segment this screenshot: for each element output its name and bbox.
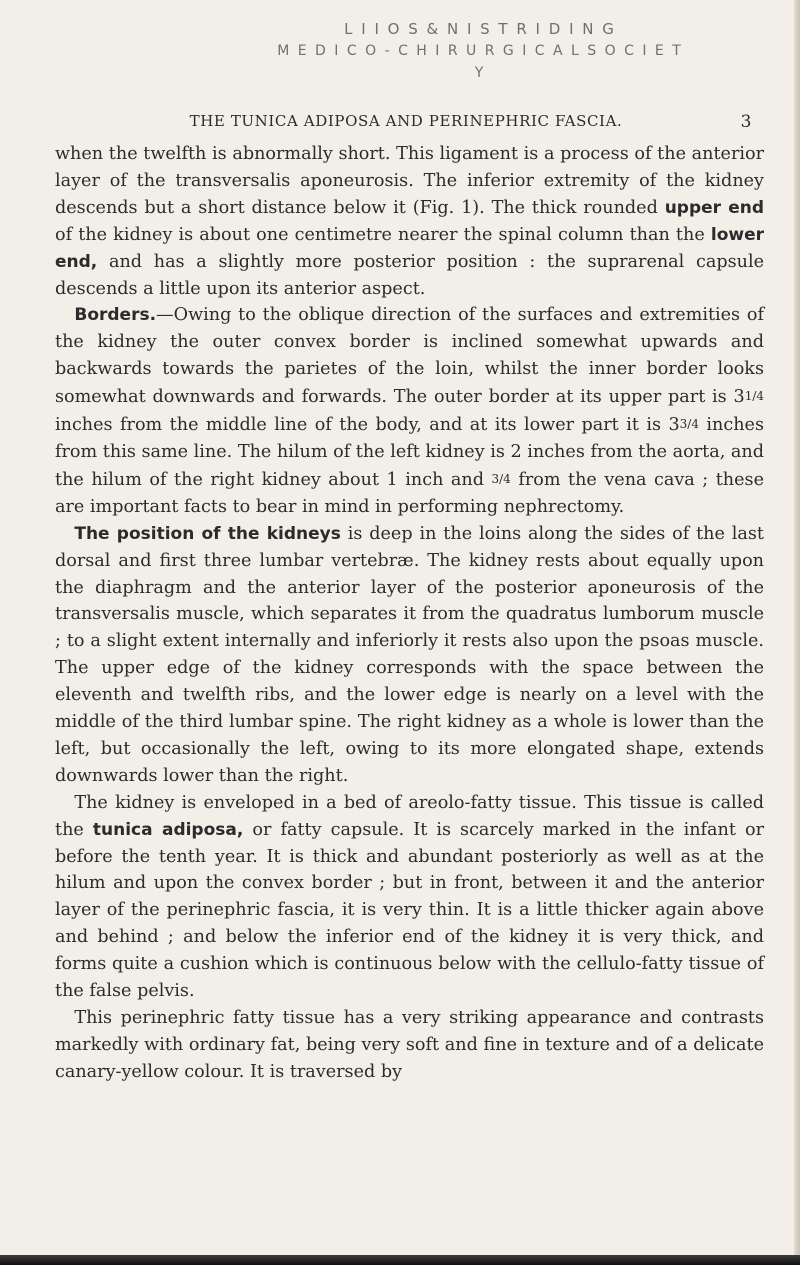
- library-stamp: [270, 18, 690, 84]
- bold-term: tunica adiposa,: [92, 819, 244, 840]
- text-run: of the kidney is about one centimetre nearer the spinal column than the: [55, 224, 711, 245]
- paragraph-p5: [55, 1005, 764, 1086]
- fraction: 3/4: [491, 471, 511, 486]
- text-run: This perinephric fatty tissue has a very striking appearance and contrasts markedly with ordinary fat, being very soft and fine in texture and of a delicate canary-yellow colour. It is traversed by: [55, 1008, 764, 1082]
- text-run: when the twelfth is abnormally short. This ligament is a process of the anterior layer of the transversalis aponeurosis. The inferior extremity of the kidney descends but a short distance below it (Fig. 1). The thick rounded: [55, 144, 764, 218]
- body-text: [55, 141, 764, 1086]
- paragraph-p3: [55, 521, 764, 790]
- text-run: or fatty capsule. It is scarcely marked in the infant or before the tenth year. It is thick and abundant posteriorly as well as at the hilum and upon the convex border ; but in front, between it and the anterior layer of the perinephric fascia, it is very thin. It is a little thicker again above and behind ; and below the inferior end of the kidney it is very thick, and forms quite a cushion which is continuous below with the cellulo-fatty tissue of the false pelvis.: [55, 819, 764, 1002]
- stamp-line-2: M E D I C O - C H I R U R G I C A L S O C I E T Y: [277, 43, 683, 81]
- text-run: inches from the middle line of the body, and at its lower part it is 3: [55, 415, 680, 436]
- page-number: 3: [740, 112, 752, 132]
- paragraph-p4: [55, 790, 764, 1005]
- text-run: —Owing to the oblique direction of the surfaces and extremities of the kidney the outer convex border is inclined somewhat upwards and backwards towards the parietes of the loin, whilst the inner border looks somewhat downwards and forwards. The outer border at its upper part is 3: [55, 305, 764, 408]
- paragraph-p1: [55, 141, 764, 302]
- running-header: [60, 112, 752, 130]
- text-run: is deep in the loins along the sides of the last dorsal and first three lumbar vertebræ. The kidney rests about equally upon the diaphragm and the anterior layer of the posterior aponeurosis of the transversalis muscle, which separates it from the quadratus lumborum muscle ; to a slight extent internally and inferiorly it rests also upon the psoas muscle. The upper edge of the kidney corresponds with the space between the eleventh and twelfth ribs, and the lower edge is nearly on a level with the middle of the third lumbar spine. The right kidney as a whole is lower than the left, but occasionally the left, owing to its more elongated shape, extends downwards lower than the right.: [55, 523, 764, 786]
- text-run: The kidney is enveloped in a bed of areolo-fatty tissue. This tissue is called the: [55, 792, 764, 840]
- page-bottom-edge: [0, 1255, 800, 1265]
- bold-term: The position of the kidneys: [74, 523, 341, 544]
- text-run: from the vena cava ; these are important facts to bear in mind in performing nephrectomy.: [55, 469, 764, 517]
- bold-term: lower end,: [55, 224, 764, 272]
- text-run: inches from this same line. The hilum of the left kidney is 2 inches from the aorta, and the hilum of the right kidney about 1 inch and: [55, 415, 764, 490]
- bold-term: Borders.: [74, 305, 157, 326]
- paragraph-p2: [55, 302, 764, 520]
- running-title: THE TUNICA ADIPOSA AND PERINEPHRIC FASCIA.: [189, 112, 623, 130]
- page-edge-shadow: [794, 0, 800, 1265]
- bold-term: upper end: [664, 197, 764, 218]
- text-run: and has a slightly more posterior position : the suprarenal capsule descends a little upon its anterior aspect.: [55, 251, 764, 299]
- stamp-line-1: L I I O S & N I S T R I D I N G: [344, 20, 616, 38]
- fraction: 3/4: [679, 417, 699, 432]
- fraction: 1/4: [744, 389, 764, 404]
